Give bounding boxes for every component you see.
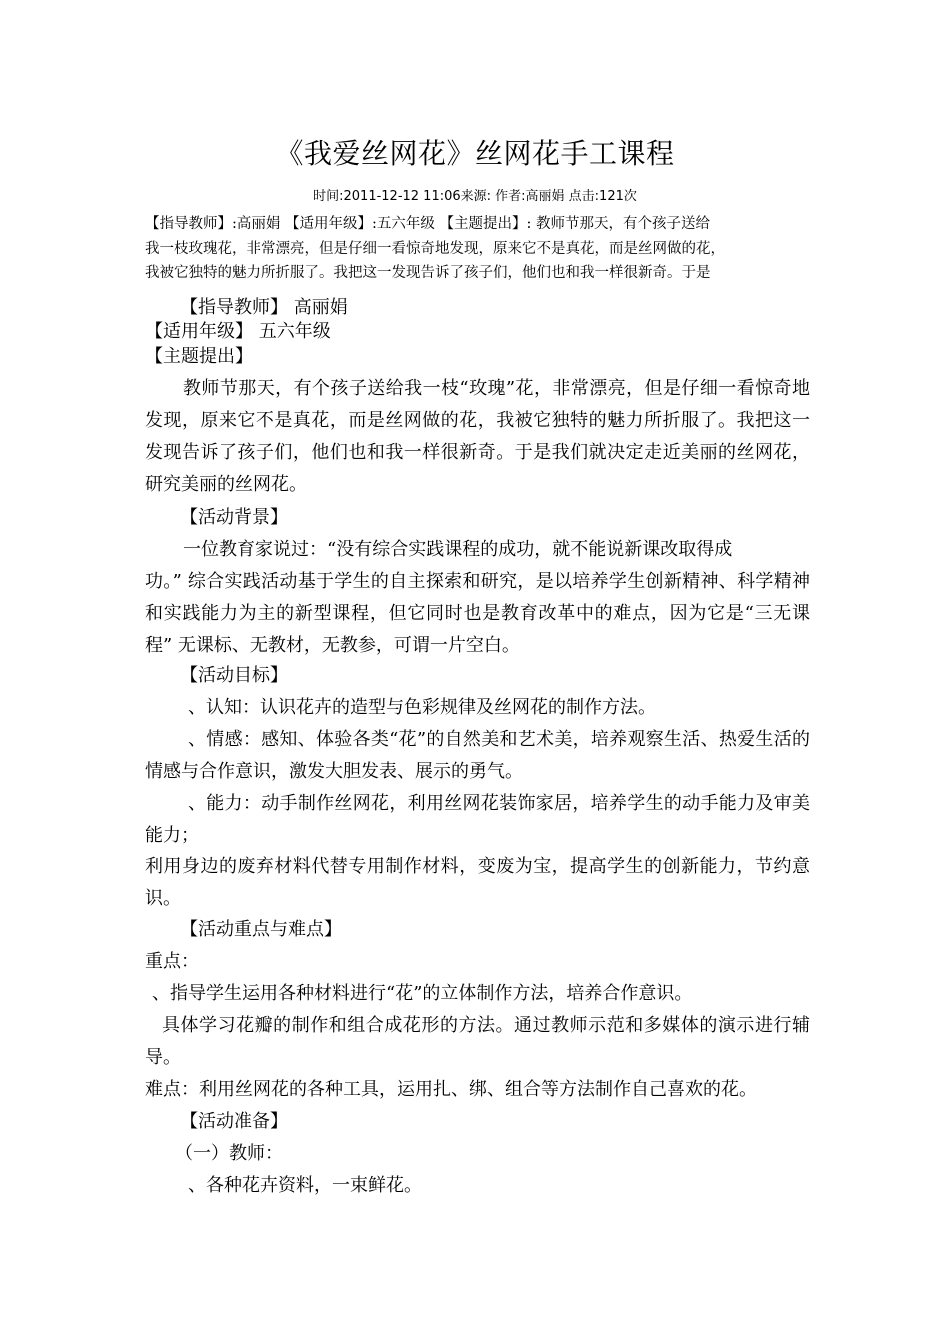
background-paragraph: 功。” 综合实践活动基于学生的自主探索和研究，是以培养学生创新精神、科学精神和实践能力为主的新型课程，但它同时也是教育改革中的难点，因为它是“三无课程” 无课标、无教材，无教参，可谓一片空白。	[145, 571, 810, 656]
key-item: 、指导学生运用各种材料进行“花”的立体制作方法，培养合作意识。	[152, 983, 693, 1004]
key-label: 重点：	[145, 951, 199, 972]
prep-item: 、各种花卉资料，一束鲜花。	[188, 1175, 422, 1196]
background-first-line: 一位教育家说过：“没有综合实践课程的成功，就不能说新课改取得成	[183, 539, 733, 560]
key-item: 具体学习花瓣的制作和组合成花形的方法。通过教师示范和多媒体的演示进行辅导。	[145, 1015, 810, 1068]
page-title: 《我爱丝网花》丝网花手工课程	[275, 137, 675, 170]
article-summary	[145, 212, 807, 286]
goal-item: 、认知：认识花卉的造型与色彩规律及丝网花的制作方法。	[188, 697, 656, 718]
teacher-line: 【指导教师】 高丽娟	[180, 297, 348, 318]
goal-item: 、能力：动手制作丝网花，利用丝网花装饰家居，培养学生的动手能力及审美能力；	[145, 793, 810, 846]
background-heading: 【活动背景】	[180, 507, 288, 528]
summary-line: 我一枝玫瑰花，非常漂亮，但是仔细一看惊奇地发现，原来它不是真花，而是丝网做的花，	[145, 240, 725, 257]
difficulty-line: 难点：利用丝网花的各种工具，运用扎、绑、组合等方法制作自己喜欢的花。	[145, 1079, 757, 1100]
prep-heading: 【活动准备】	[180, 1111, 288, 1132]
keypoints-heading: 【活动重点与难点】	[180, 919, 342, 940]
topic-heading: 【主题提出】	[145, 346, 253, 367]
grade-line: 【适用年级】 五六年级	[145, 321, 331, 342]
summary-line: 【指导教师】:高丽娟 【适用年级】:五六年级 【主题提出】: 教师节那天，有个孩子送给	[145, 216, 710, 232]
summary-line: 我被它独特的魅力所折服了。我把这一发现告诉了孩子们，他们也和我一样很新奇。于是	[145, 265, 711, 281]
article-meta: 时间:2011-12-12 11:06来源: 作者:高丽娟 点击:121次	[313, 189, 637, 204]
goal-item: 利用身边的废弃材料代替专用制作材料，变废为宝，提高学生的创新能力，节约意识。	[145, 856, 810, 909]
prep-teacher: （一）教师：	[175, 1143, 283, 1164]
goals-heading: 【活动目标】	[180, 665, 288, 686]
topic-paragraph: 教师节那天，有个孩子送给我一枝“玫瑰”花，非常漂亮，但是仔细一看惊奇地发现，原来它不是真花，而是丝网做的花，我被它独特的魅力所折服了。我把这一发现告诉了孩子们，他们也和我一样很新奇。于是我们就决定走近美丽的丝网花，研究美丽的丝网花。	[145, 378, 810, 495]
goal-item: 、情感：感知、体验各类“花”的自然美和艺术美，培养观察生活、热爱生活的情感与合作意识，激发大胆发表、展示的勇气。	[145, 729, 810, 782]
